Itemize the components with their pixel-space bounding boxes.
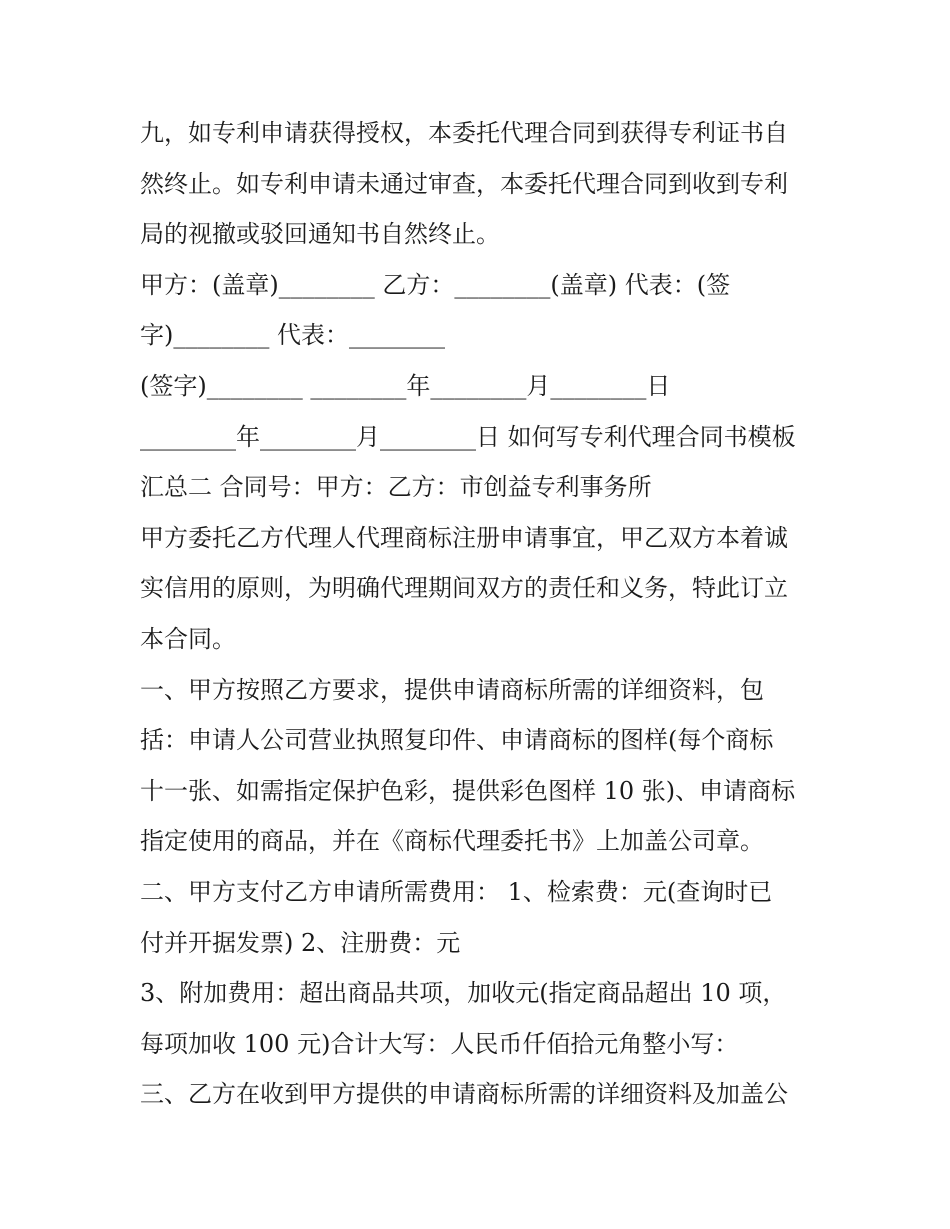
text-line: 指定使用的商品，并在《商标代理委托书》上加盖公司章。 (140, 827, 764, 856)
text-line: (签字)________ ________年________月________日 (140, 371, 671, 400)
text-line: 括：申请人公司营业执照复印件、申请商标的图样(每个商标 (140, 726, 774, 755)
text-line: 甲方：(盖章)________ 乙方：________(盖章) 代表：(签 (140, 270, 731, 299)
text-line: 然终止。如专利申请未通过审查，本委托代理合同到收到专利 (140, 169, 788, 198)
text-line: 付并开据发票) 2、注册费：元 (140, 928, 461, 957)
text-line: 十一张、如需指定保护色彩，提供彩色图样 10 张)、申请商标 (140, 776, 796, 805)
text-line: 字)________ 代表：________ (140, 321, 445, 350)
text-line: 三、乙方在收到甲方提供的申请商标所需的详细资料及加盖公 (140, 1080, 788, 1109)
contract-text (140, 108, 820, 1120)
text-line: 二、甲方支付乙方申请所需费用： 1、检索费：元(查询时已 (140, 877, 773, 906)
text-line: 局的视撤或驳回通知书自然终止。 (140, 220, 500, 249)
text-line: 汇总二 合同号：甲方：乙方：市创益专利事务所 (140, 473, 652, 502)
text-line: 本合同。 (140, 624, 236, 653)
text-line: 每项加收 100 元)合计大写：人民币仟佰拾元角整小写： (140, 1029, 739, 1058)
text-line: 3、附加费用：超出商品共项，加收元(指定商品超出 10 项， (140, 979, 787, 1008)
text-line: 一、甲方按照乙方要求，提供申请商标所需的详细资料，包 (140, 675, 764, 704)
text-line: 九，如专利申请获得授权，本委托代理合同到获得专利证书自 (140, 119, 788, 147)
text-line: 实信用的原则，为明确代理期间双方的责任和义务，特此订立 (140, 574, 788, 603)
text-line: ________年________月________日 如何写专利代理合同书模板 (140, 422, 796, 451)
text-line: 甲方委托乙方代理人代理商标注册申请事宜，甲乙双方本着诚 (140, 523, 788, 552)
